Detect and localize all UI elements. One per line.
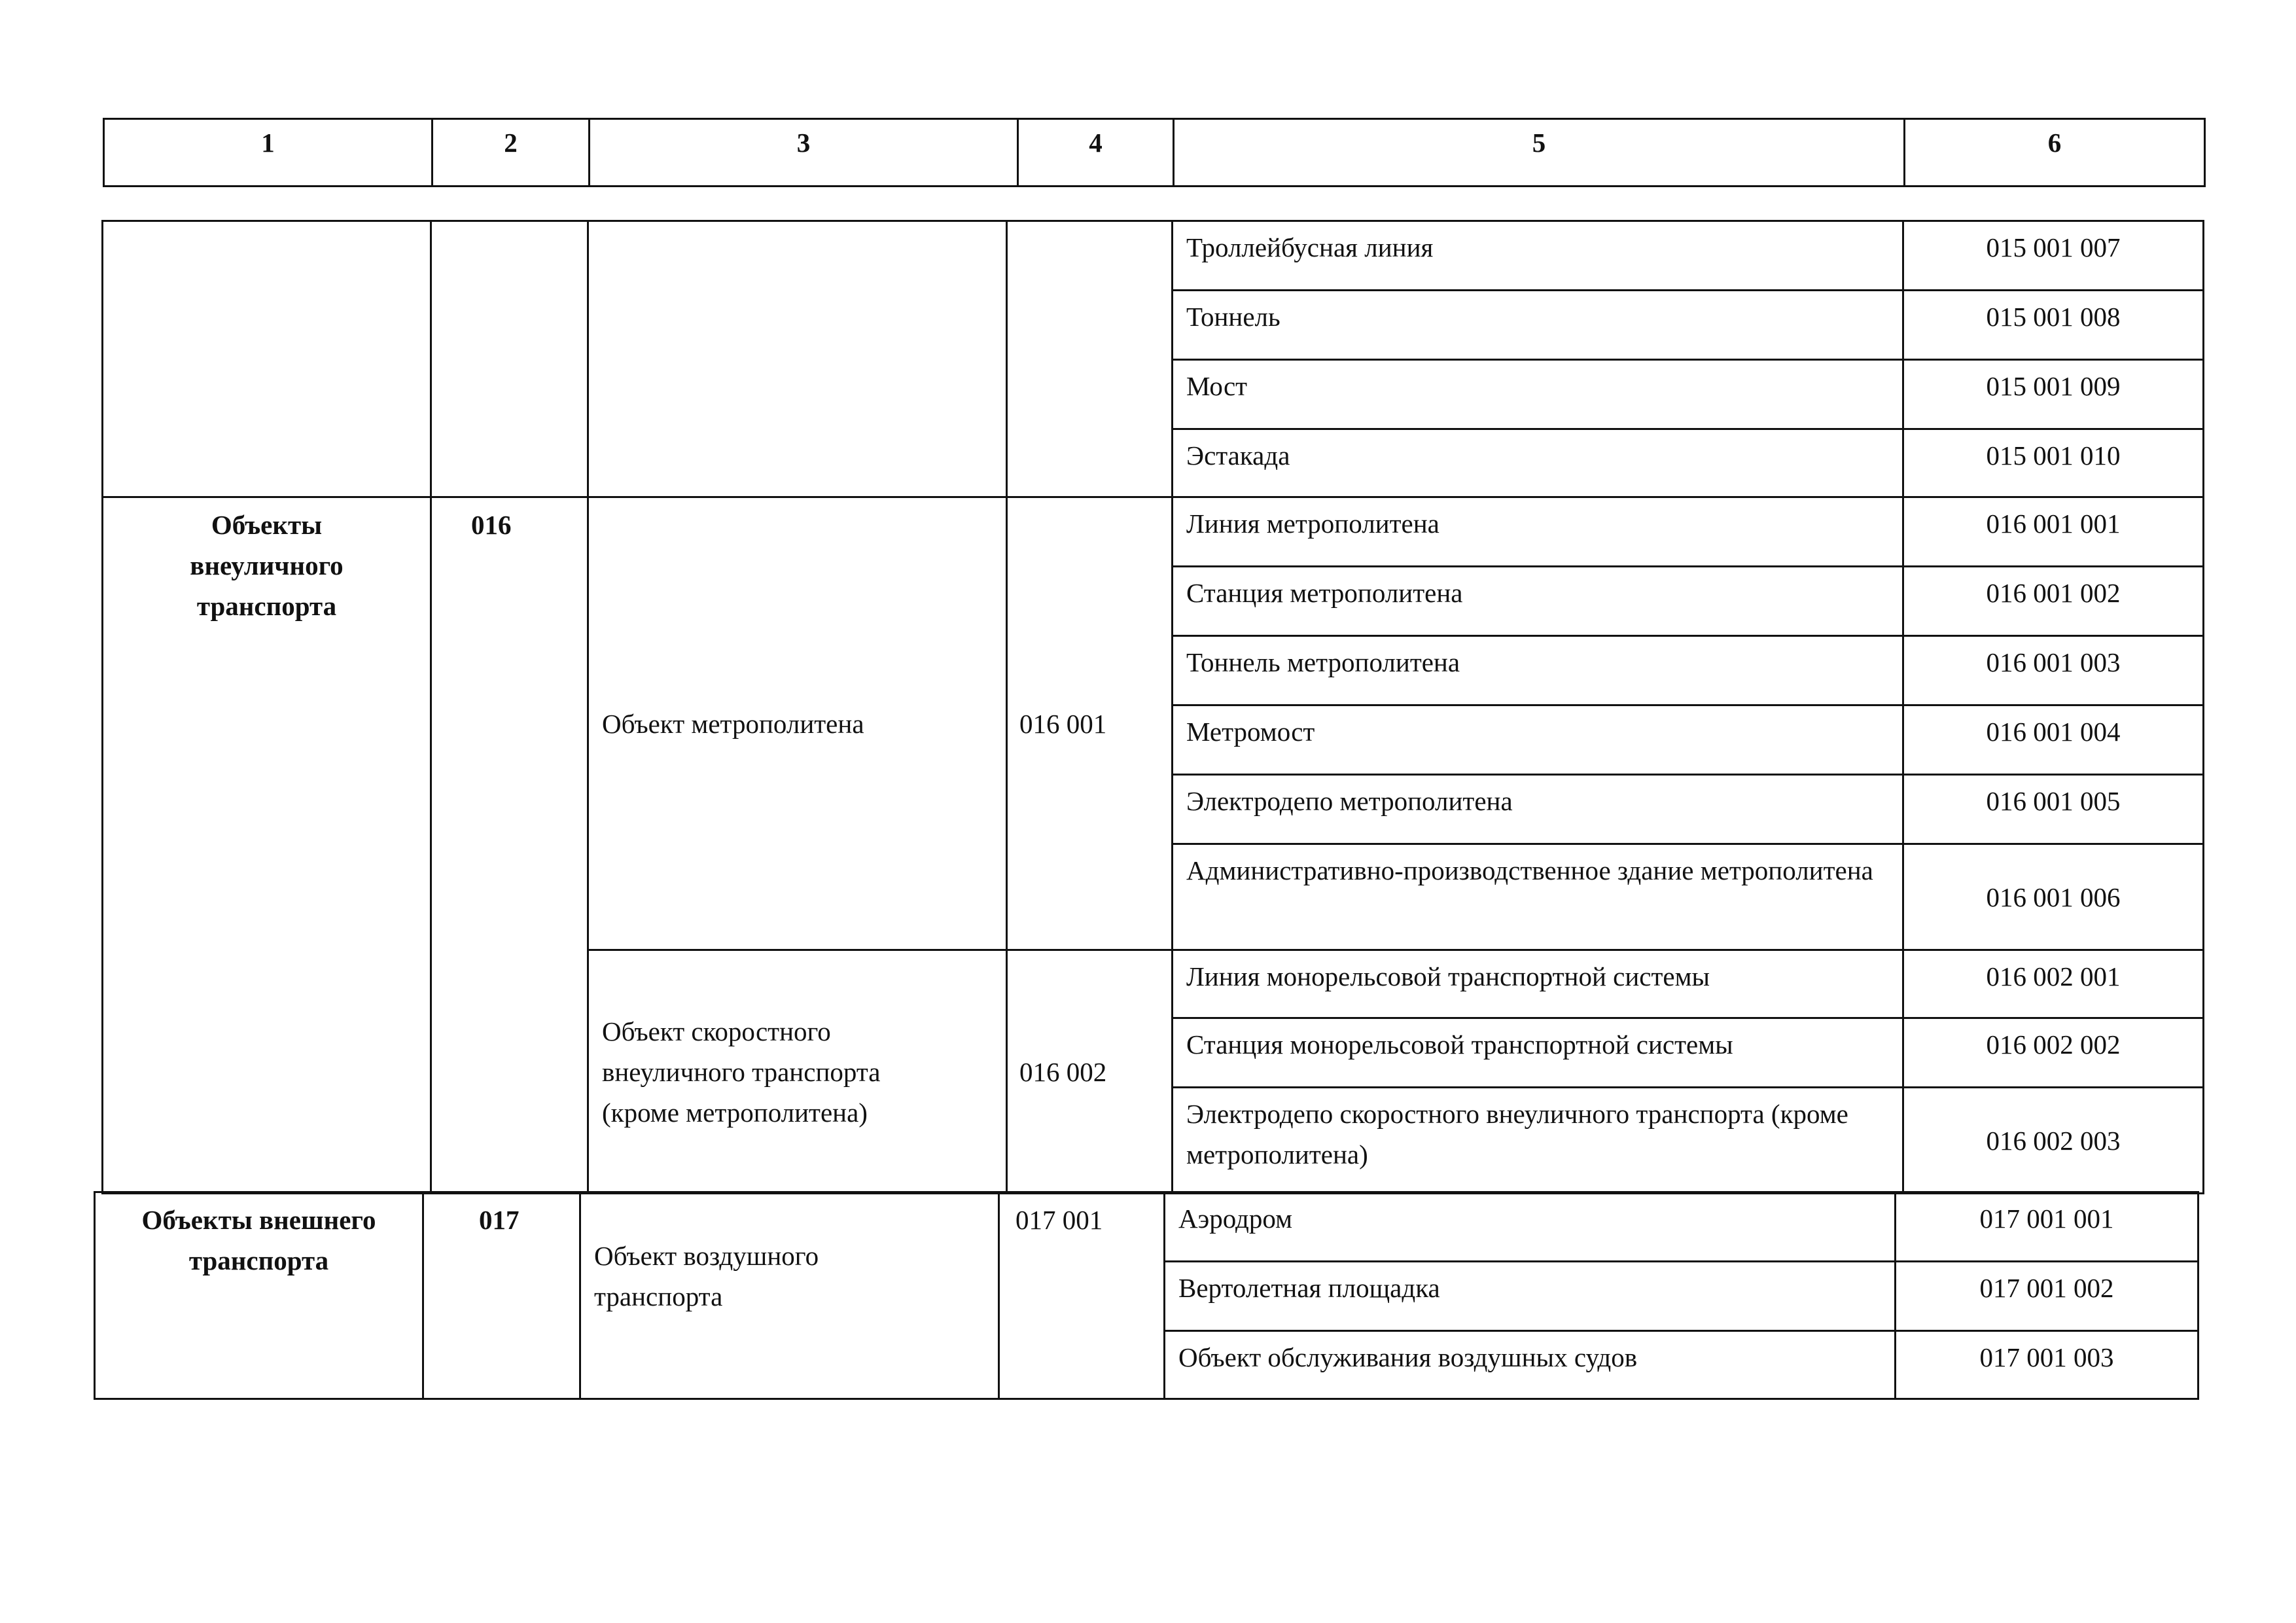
item-name: Электродепо метрополитена (1173, 775, 1903, 844)
header-row (104, 119, 2205, 187)
group-code-016: 016 (431, 497, 588, 1194)
item-code: 016 002 001 (1903, 950, 2204, 1018)
header-col-6: 6 (1905, 119, 2205, 187)
item-name: Тоннель (1173, 291, 1903, 360)
item-name: Станция монорельсовой транспортной системы (1173, 1018, 1903, 1088)
item-name: Тоннель метрополитена (1173, 636, 1903, 705)
group-title-016: Объекты внеуличного транспорта (103, 497, 431, 1194)
item-name: Административно-производственное здание метрополитена (1173, 844, 1903, 950)
table-row (95, 1192, 2199, 1262)
item-code: 016 002 002 (1903, 1018, 2204, 1088)
item-name: Троллейбусная линия (1173, 221, 1903, 291)
item-code: 015 001 007 (1903, 221, 2204, 291)
cell-015-col4 (1007, 221, 1173, 497)
item-code: 015 001 009 (1903, 360, 2204, 429)
header-col-4: 4 (1018, 119, 1174, 187)
item-name: Электродепо скоростного внеуличного транспорта (кроме метрополитена) (1173, 1088, 1903, 1194)
item-code: 016 001 005 (1903, 775, 2204, 844)
header-col-5: 5 (1174, 119, 1905, 187)
item-name: Аэродром (1165, 1192, 1896, 1262)
classifier-table-017 (94, 1191, 2199, 1400)
item-name: Метромост (1173, 705, 1903, 775)
subgroup-code-017-001: 017 001 (999, 1192, 1165, 1399)
item-name: Мост (1173, 360, 1903, 429)
item-code: 016 002 003 (1903, 1088, 2204, 1194)
header-col-2: 2 (433, 119, 590, 187)
item-code: 016 001 003 (1903, 636, 2204, 705)
subgroup-code-016-002: 016 002 (1007, 950, 1173, 1194)
header-col-3: 3 (590, 119, 1018, 187)
item-code: 017 001 001 (1896, 1192, 2199, 1262)
header-col-1: 1 (104, 119, 433, 187)
cell-015-col1 (103, 221, 431, 497)
item-name: Линия метрополитена (1173, 497, 1903, 567)
cell-015-col3 (588, 221, 1007, 497)
group-code-017: 017 (423, 1192, 580, 1399)
classifier-table (101, 220, 2204, 1194)
item-code: 017 001 002 (1896, 1262, 2199, 1331)
item-code: 015 001 010 (1903, 429, 2204, 497)
item-code: 017 001 003 (1896, 1331, 2199, 1399)
group-title-017: Объекты внешнего транспорта (95, 1192, 423, 1399)
item-code: 016 001 006 (1903, 844, 2204, 950)
item-code: 016 001 002 (1903, 567, 2204, 636)
item-code: 016 001 004 (1903, 705, 2204, 775)
subgroup-title-016-001: Объект метрополитена (588, 497, 1007, 950)
subgroup-code-016-001: 016 001 (1007, 497, 1173, 950)
cell-015-col2 (431, 221, 588, 497)
subgroup-title-017-001: Объект воздушного транспорта (580, 1192, 999, 1399)
item-name: Линия монорельсовой транспортной системы (1173, 950, 1903, 1018)
item-code: 016 001 001 (1903, 497, 2204, 567)
subgroup-title-016-002: Объект скоростного внеуличного транспорта (кроме метрополитена) (588, 950, 1007, 1194)
table-row (103, 497, 2204, 567)
item-name: Вертолетная площадка (1165, 1262, 1896, 1331)
header-table (103, 118, 2206, 187)
item-name: Станция метрополитена (1173, 567, 1903, 636)
item-name: Объект обслуживания воздушных судов (1165, 1331, 1896, 1399)
item-code: 015 001 008 (1903, 291, 2204, 360)
table-row (103, 221, 2204, 291)
item-name: Эстакада (1173, 429, 1903, 497)
